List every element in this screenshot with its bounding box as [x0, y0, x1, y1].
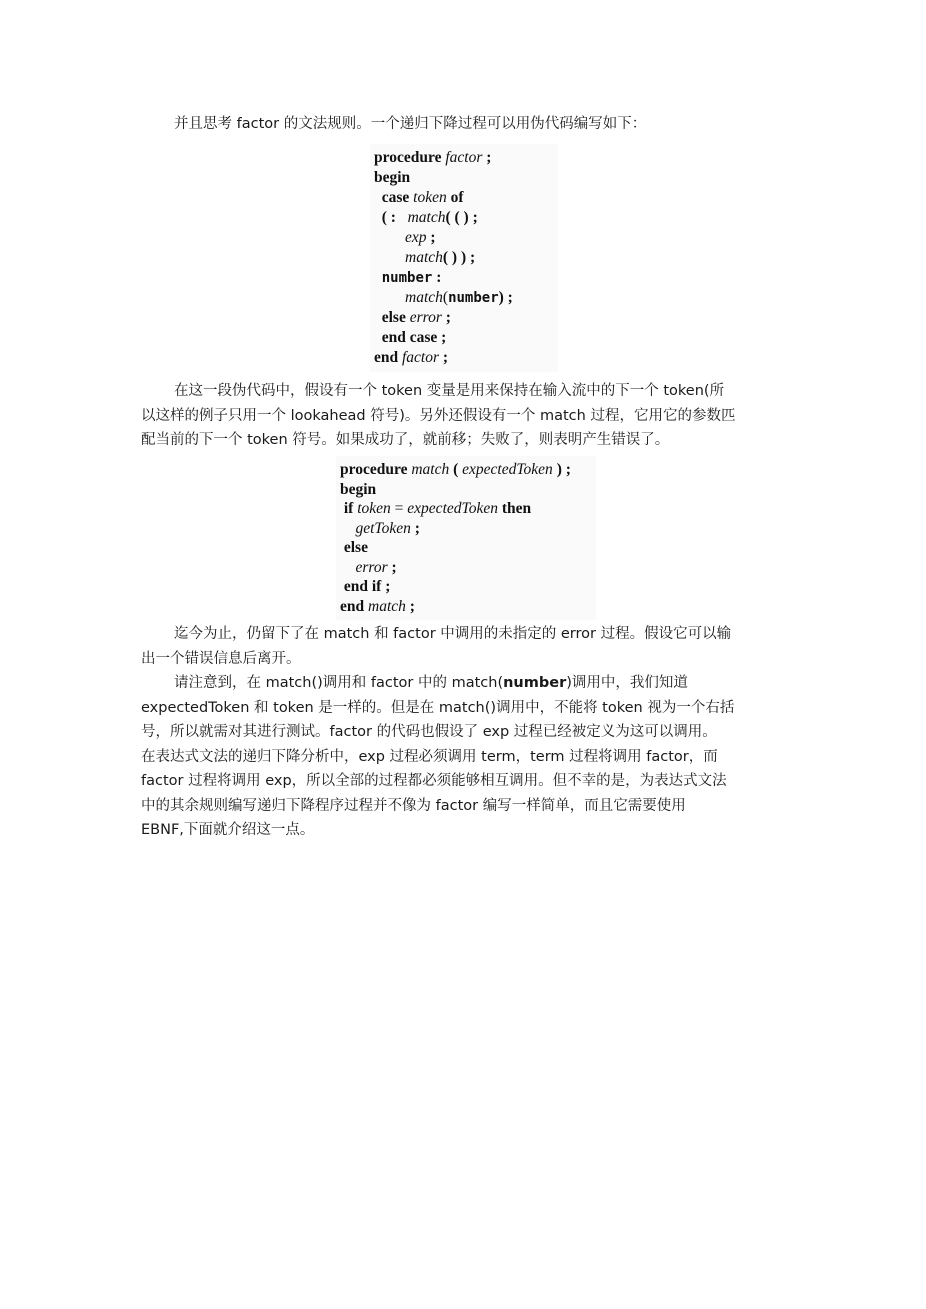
- punct: (: [449, 461, 463, 478]
- identifier: match: [405, 289, 443, 306]
- keyword: procedure: [374, 149, 442, 166]
- punct: ;: [387, 558, 397, 576]
- code-line: [340, 460, 590, 480]
- identifier: match: [407, 209, 446, 226]
- punct: ;: [439, 349, 449, 366]
- code-line: begin: [340, 480, 377, 498]
- identifier: error: [355, 558, 388, 576]
- explanation-paragraph: [141, 379, 787, 453]
- punct: ) ;: [552, 461, 571, 478]
- keyword: end: [340, 597, 365, 615]
- identifier: token: [357, 500, 391, 517]
- code-line: [374, 288, 552, 308]
- identifier: match: [411, 461, 450, 478]
- code-line: [374, 148, 552, 168]
- punct: ;: [441, 309, 451, 326]
- para-line: factor 过程将调用 exp，所以全部的过程都必须能够相互调用。但不幸的是，为表达式文法: [141, 773, 727, 789]
- code-line: [340, 499, 590, 519]
- keyword: else: [343, 539, 368, 556]
- identifier: factor: [402, 349, 440, 366]
- punct: (: [442, 289, 449, 306]
- keyword: end if ;: [343, 578, 391, 595]
- code-line: [340, 538, 590, 558]
- code-line: begin: [374, 169, 411, 186]
- para-line: EBNF,下面就介绍这一点。: [141, 822, 315, 838]
- identifier: getToken: [355, 519, 411, 537]
- error-paragraph: [141, 622, 787, 671]
- keyword: end: [374, 349, 399, 366]
- keyword: end case ;: [381, 329, 447, 346]
- token-name: number: [381, 270, 433, 286]
- code-line: [340, 519, 590, 539]
- punct: ;: [426, 229, 436, 246]
- keyword: then: [501, 500, 532, 517]
- punct: :: [432, 269, 442, 286]
- para-line: expectedToken 和 token 是一样的。但是在 match()调用中，不能将 token 视为一个右括: [141, 699, 735, 716]
- para-line: 在表达式文法的递归下降分析中，exp 过程必须调用 term，term 过程将调用 factor，而: [141, 748, 718, 765]
- para-line: 号，所以就需对其进行测试。factor 的代码也假设了 exp 过程已经被定义为这可以调用。: [141, 724, 717, 740]
- identifier: error: [409, 309, 442, 326]
- punct: ( :: [381, 209, 396, 226]
- code-line: [374, 348, 552, 368]
- code-line: [340, 577, 590, 597]
- factor-pseudocode: [370, 144, 558, 372]
- identifier: match: [405, 249, 443, 266]
- para-line: 迄今为止，仍留下了在 match 和 factor 中调用的未指定的 error 过程。假设它可以输: [174, 626, 732, 642]
- bold-token: number: [503, 675, 567, 691]
- para-line-part: 请注意到，在 match()调用和 factor 中的 match(: [174, 675, 504, 691]
- code-line: [374, 308, 552, 328]
- para-line-part: )调用中，我们知道: [566, 675, 688, 691]
- para-line: 在这一段伪代码中，假设有一个 token 变量是用来保持在输入流中的下一个 token(所: [174, 383, 725, 399]
- identifier: expectedToken: [462, 461, 553, 478]
- punct: =: [390, 500, 408, 517]
- code-line: [374, 208, 552, 228]
- keyword: of: [450, 189, 464, 206]
- para-line: 出一个错误信息后离开。: [141, 650, 301, 667]
- keyword: case: [381, 189, 410, 206]
- code-line: [340, 597, 590, 617]
- intro-text: 并且思考 factor 的文法规则。一个递归下降过程可以用伪代码编写如下：: [174, 116, 647, 132]
- identifier: match: [368, 597, 406, 615]
- intro-paragraph: [141, 112, 787, 137]
- code-line: [374, 228, 552, 248]
- punct: ( ( ) ;: [445, 209, 478, 226]
- para-line: 中的其余规则编写递归下降程序过程并不像为 factor 编写一样简单，而且它需要使用: [141, 797, 686, 814]
- keyword: procedure: [340, 461, 408, 478]
- identifier: token: [413, 189, 447, 206]
- token-name: number: [448, 290, 499, 306]
- keyword: if: [343, 500, 354, 517]
- code-line: [374, 188, 552, 208]
- identifier: factor: [445, 149, 483, 166]
- punct: ;: [405, 597, 415, 615]
- punct: ;: [410, 519, 420, 537]
- code-line: [374, 328, 552, 348]
- identifier: expectedToken: [407, 500, 498, 517]
- para-line: 配当前的下一个 token 符号。如果成功了，就前移；失败了，则表明产生错误了。: [141, 432, 670, 448]
- identifier: exp: [405, 229, 427, 246]
- punct: ;: [482, 149, 492, 166]
- keyword: else: [381, 309, 406, 326]
- match-pseudocode: [336, 456, 596, 620]
- code-line: [340, 558, 590, 578]
- punct: ) ;: [498, 289, 513, 306]
- code-line: [374, 268, 552, 288]
- para-line: 以这样的例子只用一个 lookahead 符号)。另外还假设有一个 match 过程，它用它的参数匹: [141, 407, 736, 424]
- notice-paragraph: [141, 671, 787, 843]
- punct: ( ) ) ;: [442, 249, 476, 266]
- code-line: [374, 248, 552, 268]
